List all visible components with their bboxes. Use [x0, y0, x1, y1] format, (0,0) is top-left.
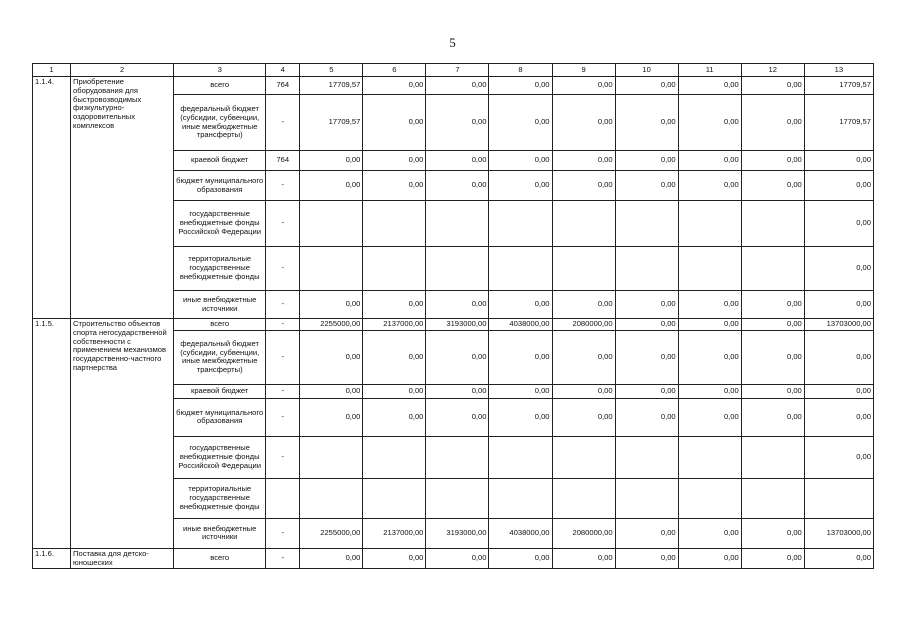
table-row	[33, 77, 874, 95]
column-header: 3	[174, 64, 266, 77]
amount-cell: 0,00	[741, 518, 804, 548]
amount-cell	[489, 436, 552, 478]
amount-cell: 0,00	[678, 291, 741, 319]
amount-cell: 0,00	[615, 291, 678, 319]
amount-cell	[363, 478, 426, 518]
table-row	[33, 548, 874, 569]
amount-cell: 0,00	[552, 398, 615, 436]
amount-cell: 0,00	[678, 548, 741, 569]
amount-cell: 0,00	[678, 319, 741, 331]
amount-cell: 0,00	[300, 548, 363, 569]
amount-cell: 2080000,00	[552, 319, 615, 331]
amount-cell: 0,00	[300, 330, 363, 384]
column-header: 9	[552, 64, 615, 77]
amount-cell: 0,00	[426, 151, 489, 171]
amount-cell	[741, 436, 804, 478]
amount-cell: 0,00	[363, 77, 426, 95]
item-code: 1.1.6.	[33, 548, 71, 569]
amount-cell: 0,00	[615, 319, 678, 331]
amount-cell	[489, 201, 552, 247]
amount-cell	[615, 201, 678, 247]
amount-cell: 2255000,00	[300, 319, 363, 331]
funding-source: государственные внебюджетные фонды Российской Федерации	[174, 436, 266, 478]
amount-cell	[741, 247, 804, 291]
column-header: 1	[33, 64, 71, 77]
amount-cell	[300, 247, 363, 291]
amount-cell: 0,00	[678, 151, 741, 171]
amount-cell: 0,00	[804, 291, 873, 319]
item-name: Приобретение оборудования для быстровозводимых физкультурно-оздоровительных комплексов	[71, 77, 174, 319]
amount-cell: 0,00	[552, 548, 615, 569]
amount-cell: 0,00	[615, 518, 678, 548]
amount-cell	[426, 478, 489, 518]
amount-cell	[552, 478, 615, 518]
amount-cell: 0,00	[615, 398, 678, 436]
funding-source: бюджет муниципального образования	[174, 398, 266, 436]
amount-cell: 0,00	[426, 398, 489, 436]
amount-cell: 0,00	[426, 330, 489, 384]
table-row	[33, 319, 874, 331]
amount-cell: 13703000,00	[804, 319, 873, 331]
amount-cell: 0,00	[363, 384, 426, 398]
amount-cell: 0,00	[804, 436, 873, 478]
column-header: 10	[615, 64, 678, 77]
amount-cell: 0,00	[300, 151, 363, 171]
amount-cell	[426, 201, 489, 247]
amount-cell: 0,00	[363, 151, 426, 171]
amount-cell	[678, 201, 741, 247]
item-code: 1.1.4.	[33, 77, 71, 319]
amount-cell: 0,00	[678, 171, 741, 201]
amount-cell: 0,00	[552, 77, 615, 95]
amount-cell: 0,00	[300, 384, 363, 398]
amount-cell: 0,00	[678, 95, 741, 151]
amount-cell	[300, 436, 363, 478]
item-name: Поставка для детско-юношеских	[71, 548, 174, 569]
amount-cell: 0,00	[363, 95, 426, 151]
amount-cell: 0,00	[426, 171, 489, 201]
amount-cell: 0,00	[678, 518, 741, 548]
item-name: Строительство объектов спорта негосударственной собственности с применением механизмов государственно-частного партнерства	[71, 319, 174, 549]
amount-cell: 17709,57	[300, 95, 363, 151]
funding-source: всего	[174, 319, 266, 331]
amount-cell: 0,00	[615, 330, 678, 384]
amount-cell: 0,00	[489, 171, 552, 201]
col4-value: -	[266, 548, 300, 569]
amount-cell: 0,00	[552, 151, 615, 171]
funding-source: иные внебюджетные источники	[174, 518, 266, 548]
amount-cell: 2137000,00	[363, 518, 426, 548]
amount-cell: 0,00	[804, 384, 873, 398]
column-header: 12	[741, 64, 804, 77]
amount-cell: 0,00	[741, 548, 804, 569]
amount-cell: 0,00	[552, 384, 615, 398]
funding-source: территориальные государственные внебюджетные фонды	[174, 247, 266, 291]
funding-source: всего	[174, 548, 266, 569]
amount-cell: 0,00	[741, 330, 804, 384]
amount-cell: 0,00	[552, 291, 615, 319]
amount-cell	[741, 478, 804, 518]
amount-cell	[678, 478, 741, 518]
col4-value: -	[266, 398, 300, 436]
funding-source: федеральный бюджет (субсидии, субвенции, иные межбюджетные трансферты)	[174, 330, 266, 384]
amount-cell: 0,00	[741, 398, 804, 436]
amount-cell: 0,00	[741, 319, 804, 331]
column-header: 2	[71, 64, 174, 77]
table-body	[33, 64, 874, 569]
amount-cell	[741, 201, 804, 247]
amount-cell: 0,00	[615, 77, 678, 95]
amount-cell	[300, 201, 363, 247]
funding-source: федеральный бюджет (субсидии, субвенции, иные межбюджетные трансферты)	[174, 95, 266, 151]
col4-value: -	[266, 319, 300, 331]
amount-cell: 0,00	[489, 330, 552, 384]
amount-cell: 0,00	[300, 171, 363, 201]
header-row	[33, 64, 874, 77]
amount-cell: 0,00	[489, 548, 552, 569]
amount-cell	[552, 247, 615, 291]
funding-source: территориальные государственные внебюджетные фонды	[174, 478, 266, 518]
amount-cell: 0,00	[300, 398, 363, 436]
amount-cell: 2080000,00	[552, 518, 615, 548]
col4-value: 764	[266, 77, 300, 95]
amount-cell: 0,00	[804, 398, 873, 436]
col4-value: -	[266, 518, 300, 548]
amount-cell: 0,00	[300, 291, 363, 319]
amount-cell: 0,00	[678, 398, 741, 436]
amount-cell: 0,00	[678, 77, 741, 95]
amount-cell: 0,00	[363, 171, 426, 201]
amount-cell: 0,00	[678, 330, 741, 384]
amount-cell: 0,00	[804, 548, 873, 569]
amount-cell	[489, 247, 552, 291]
amount-cell: 0,00	[804, 171, 873, 201]
amount-cell: 0,00	[489, 384, 552, 398]
amount-cell: 0,00	[615, 548, 678, 569]
amount-cell: 0,00	[363, 330, 426, 384]
column-header: 11	[678, 64, 741, 77]
amount-cell	[426, 247, 489, 291]
amount-cell: 0,00	[741, 77, 804, 95]
column-header: 13	[804, 64, 873, 77]
amount-cell: 4038000,00	[489, 319, 552, 331]
amount-cell: 17709,57	[804, 95, 873, 151]
amount-cell	[300, 478, 363, 518]
amount-cell	[363, 436, 426, 478]
amount-cell: 0,00	[489, 95, 552, 151]
amount-cell: 0,00	[741, 291, 804, 319]
amount-cell: 17709,57	[804, 77, 873, 95]
amount-cell: 0,00	[741, 384, 804, 398]
funding-source: иные внебюджетные источники	[174, 291, 266, 319]
amount-cell: 0,00	[804, 201, 873, 247]
funding-source: краевой бюджет	[174, 384, 266, 398]
amount-cell: 0,00	[426, 548, 489, 569]
amount-cell: 3193000,00	[426, 518, 489, 548]
amount-cell: 13703000,00	[804, 518, 873, 548]
amount-cell: 0,00	[552, 95, 615, 151]
amount-cell: 0,00	[489, 151, 552, 171]
amount-cell: 17709,57	[300, 77, 363, 95]
col4-value	[266, 478, 300, 518]
amount-cell: 0,00	[363, 291, 426, 319]
amount-cell	[489, 478, 552, 518]
column-header: 8	[489, 64, 552, 77]
amount-cell	[552, 436, 615, 478]
budget-table	[32, 63, 874, 569]
col4-value: -	[266, 201, 300, 247]
amount-cell: 0,00	[615, 151, 678, 171]
amount-cell: 0,00	[552, 330, 615, 384]
amount-cell: 0,00	[426, 77, 489, 95]
column-header: 5	[300, 64, 363, 77]
amount-cell	[804, 478, 873, 518]
amount-cell: 0,00	[804, 151, 873, 171]
amount-cell: 0,00	[615, 171, 678, 201]
amount-cell: 0,00	[741, 151, 804, 171]
amount-cell: 0,00	[804, 247, 873, 291]
funding-source: всего	[174, 77, 266, 95]
amount-cell	[615, 478, 678, 518]
column-header: 7	[426, 64, 489, 77]
amount-cell: 0,00	[615, 95, 678, 151]
amount-cell	[552, 201, 615, 247]
page-number: 5	[449, 35, 456, 50]
col4-value: 764	[266, 151, 300, 171]
amount-cell: 2137000,00	[363, 319, 426, 331]
amount-cell	[363, 247, 426, 291]
amount-cell	[363, 201, 426, 247]
item-code: 1.1.5.	[33, 319, 71, 549]
amount-cell: 0,00	[426, 95, 489, 151]
col4-value: -	[266, 247, 300, 291]
col4-value: -	[266, 291, 300, 319]
amount-cell: 0,00	[489, 77, 552, 95]
column-header: 6	[363, 64, 426, 77]
column-header: 4	[266, 64, 300, 77]
amount-cell: 0,00	[804, 330, 873, 384]
amount-cell: 0,00	[426, 384, 489, 398]
col4-value: -	[266, 384, 300, 398]
funding-source: государственные внебюджетные фонды Российской Федерации	[174, 201, 266, 247]
amount-cell	[615, 436, 678, 478]
amount-cell: 4038000,00	[489, 518, 552, 548]
amount-cell: 0,00	[426, 291, 489, 319]
funding-source: краевой бюджет	[174, 151, 266, 171]
col4-value: -	[266, 330, 300, 384]
amount-cell	[678, 436, 741, 478]
col4-value: -	[266, 171, 300, 201]
amount-cell: 2255000,00	[300, 518, 363, 548]
amount-cell: 0,00	[615, 384, 678, 398]
amount-cell	[615, 247, 678, 291]
amount-cell: 0,00	[363, 398, 426, 436]
amount-cell	[678, 247, 741, 291]
amount-cell: 0,00	[741, 171, 804, 201]
amount-cell: 0,00	[552, 171, 615, 201]
amount-cell: 0,00	[741, 95, 804, 151]
amount-cell: 0,00	[489, 291, 552, 319]
funding-source: бюджет муниципального образования	[174, 171, 266, 201]
amount-cell	[426, 436, 489, 478]
amount-cell: 0,00	[678, 384, 741, 398]
amount-cell: 0,00	[489, 398, 552, 436]
col4-value: -	[266, 436, 300, 478]
col4-value: -	[266, 95, 300, 151]
amount-cell: 3193000,00	[426, 319, 489, 331]
amount-cell: 0,00	[363, 548, 426, 569]
